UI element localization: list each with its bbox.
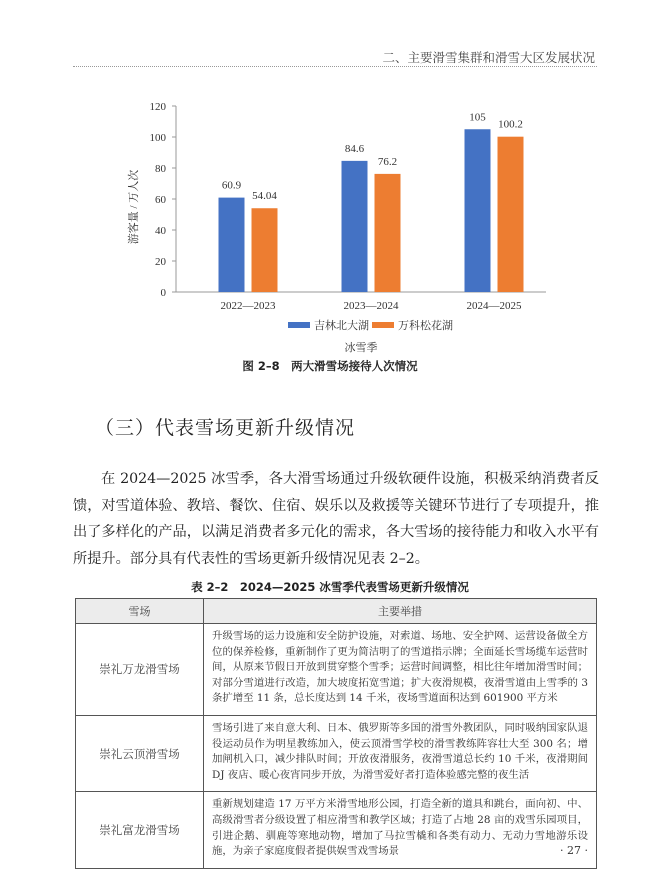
data-label: 105 bbox=[469, 111, 486, 124]
table-caption: 表 2–2 2024—2025 冰雪季代表雪场更新升级情况 bbox=[191, 580, 469, 594]
table-row bbox=[76, 624, 597, 716]
legend-label-series-1: 吉林北大湖 bbox=[314, 320, 369, 332]
running-header-title: 二、主要滑雪集群和滑雪大区发展状况 bbox=[382, 50, 595, 65]
x-tick-label: 2022—2023 bbox=[220, 300, 276, 312]
bar-series-2-2023—2024 bbox=[375, 174, 401, 292]
legend-label-series-2: 万科松花湖 bbox=[398, 320, 453, 332]
data-label: 84.6 bbox=[344, 142, 365, 155]
resort-name: 崇礼云顶滑雪场 bbox=[76, 715, 204, 791]
bar-series-1-2024—2025 bbox=[465, 129, 491, 292]
bar-series-1-2022—2023 bbox=[219, 198, 245, 292]
resort-measures: 雪场引进了来自意大利、日本、俄罗斯等多国的滑雪外教团队，同时吸纳国家队退役运动员作为明星教练加入，使云顶滑雪学校的滑雪教练阵容壮大至 300 名；增加闸机入口，减少排队时间；开放夜滑服务，夜滑雪道总长约 10 千米，夜滑期间 DJ 夜店、暖心夜宵同步开放，为滑雪爱好者打造体验感完整的夜生活 bbox=[204, 715, 597, 791]
section-heading: （三）代表雪场更新升级情况 bbox=[95, 417, 356, 439]
bar-series-2-2024—2025 bbox=[498, 137, 524, 292]
bar-series-1-2023—2024 bbox=[342, 161, 368, 292]
data-label: 54.04 bbox=[252, 190, 277, 203]
y-tick-label: 100 bbox=[149, 132, 166, 144]
header-resort: 雪场 bbox=[76, 599, 204, 624]
y-tick-label: 60 bbox=[155, 194, 166, 206]
header-divider bbox=[73, 66, 597, 67]
x-axis-label: 冰雪季 bbox=[344, 342, 378, 354]
y-tick-label: 80 bbox=[155, 163, 166, 175]
bar-chart bbox=[100, 92, 570, 354]
resort-measures: 重新规划建造 17 万平方米滑雪地形公园，打造全新的道具和跳台，面向初、中、高级滑雪者分级设置了相应滑雪和教学区域；打造了占地 28 亩的戏雪乐园项目，引进企鹅、驯鹿等寒地动物，增加了马拉雪橇和各类有动力、无动力雪地游乐设施，为亲子家庭度假者提供娱雪戏雪场景 bbox=[204, 792, 597, 868]
table-row bbox=[76, 792, 597, 868]
y-tick-label: 40 bbox=[155, 225, 166, 237]
y-tick-label: 20 bbox=[155, 256, 166, 268]
y-tick-label: 120 bbox=[149, 101, 166, 113]
x-tick-label: 2023—2024 bbox=[343, 300, 399, 312]
data-label: 76.2 bbox=[377, 155, 398, 168]
resort-name: 崇礼富龙滑雪场 bbox=[76, 792, 204, 868]
legend-swatch-series-2 bbox=[372, 322, 394, 328]
legend-swatch-series-1 bbox=[288, 322, 310, 328]
resort-name: 崇礼万龙滑雪场 bbox=[76, 624, 204, 716]
table-row bbox=[76, 715, 597, 791]
data-label: 100.2 bbox=[498, 118, 523, 131]
figure-caption: 图 2–8 两大滑雪场接待人次情况 bbox=[242, 359, 418, 373]
data-label: 60.9 bbox=[221, 179, 242, 192]
y-tick-label: 0 bbox=[160, 287, 166, 299]
table-header-row bbox=[76, 599, 597, 624]
page-number: · 27 · bbox=[560, 844, 588, 857]
bar-series-2-2022—2023 bbox=[252, 208, 278, 292]
upgrade-table bbox=[75, 598, 597, 869]
body-paragraph: 在 2024—2025 冰雪季，各大滑雪场通过升级软硬件设施，积极采纳消费者反馈，对雪道体验、教培、餐饮、住宿、娱乐以及救援等关键环节进行了专项提升，推出了多样化的产品，以满足消费者多元化的需求，各大雪场的接待能力和收入水平有所提升。部分具有代表性的雪场更新升级情况见表 2–2。 bbox=[73, 471, 599, 567]
y-axis-label: 游客量 / 万人次 bbox=[128, 169, 140, 245]
x-tick-label: 2024—2025 bbox=[466, 300, 522, 312]
resort-measures: 升级雪场的运力设施和安全防护设施，对索道、场地、安全护网、运营设备做全方位的保养检修，重新制作了更为简洁明了的雪道指示牌；全面延长雪场缆车运营时间，从原来节假日开放到贯穿整个雪季；运营时间调整，相比往年增加滑雪时间；对部分雪道进行改造，加大坡度拓宽雪道；扩大夜滑规模，夜滑雪道由上雪季的 3 条扩增至 11 条，总长度达到 14 千米，夜场雪道面积达到 601900 平方米 bbox=[204, 624, 597, 716]
header-measures: 主要举措 bbox=[204, 599, 597, 624]
